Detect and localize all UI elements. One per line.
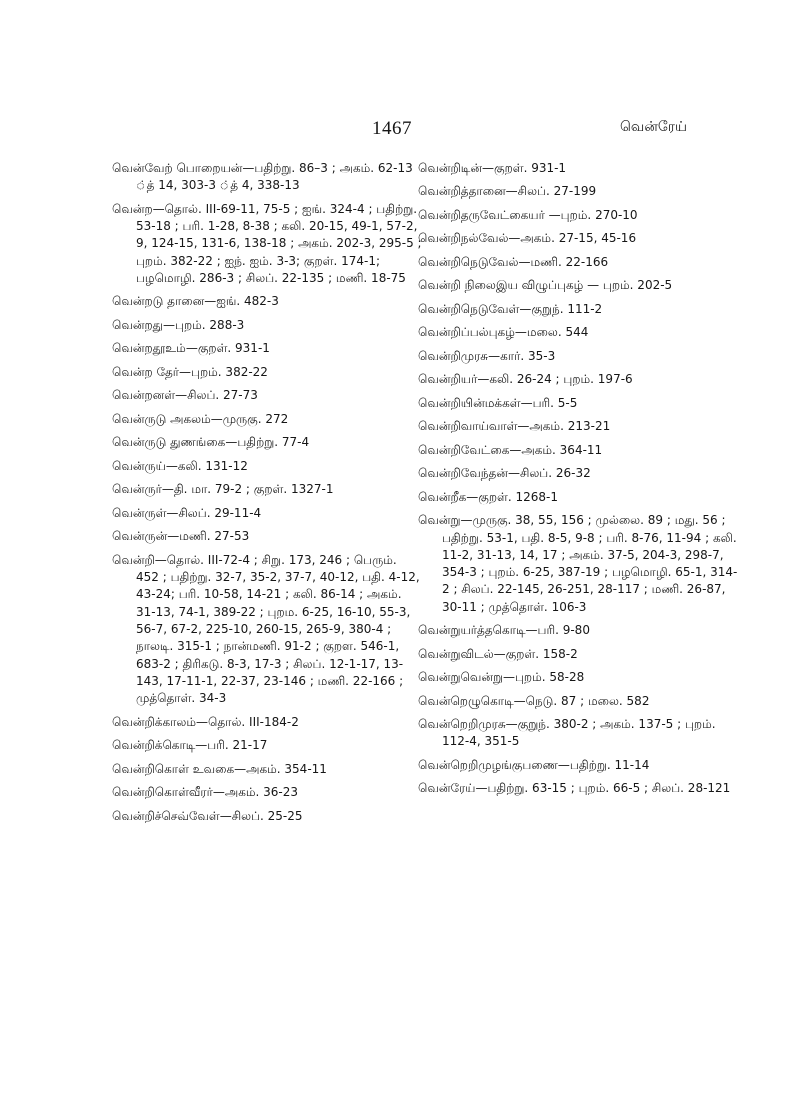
index-entry: வென்ற—தொல். III-69-11, 75-5 ; ஐங். 324-4 ; பதிற்று. 53-18 ; பரி. 1-28, 8-38 ; கலி. 20-15, 49-1, 57-2, 9, 124-15, 131-6, 138-18 ; அகம். 202-3, 295-5 ; புறம். 382-22 ; ஐந். ஐம். 3-3; குறள். 174-1; பழமொழி. 286-3 ; சிலப். 22-135 ; மணி. 18-75 [112,201,422,285]
index-entry: வென்றிடின்—குறள். 931-1 [418,161,567,175]
index-entry: வென்றீக—குறள். 1268-1 [418,489,558,504]
index-entry: வென்றிதருவேட்கையர் —புறம். 270-10 [418,207,638,222]
index-entry: வென்றெழுகொடி—நெடு. 87 ; மலை. 582 [418,693,650,708]
index-entry: வென்றிவாய்வாள்—அகம். 213-21 [418,419,611,434]
index-entry: வென்றெறிமுழங்குபணை—பதிற்று. 11-14 [418,757,650,772]
left-column [112,160,422,831]
index-entry: வென்ரேய்—பதிற்று. 63-15 ; புறம். 66-5 ; சிலப். 28-121 [418,781,731,796]
index-entry: வென்ருள்—சிலப். 29-11-4 [112,505,262,520]
right-column [418,160,740,804]
index-entry: வென்றுவிடல்—குறள். 158-2 [418,646,578,661]
index-entry: வென்றிச்செவ்வேள்—சிலப். 25-25 [112,808,303,823]
index-entry: வென்றிமுரசு—கார். 35-3 [418,348,556,363]
index-entry: வென்றிவேந்தன்—சிலப். 26-32 [418,466,591,481]
index-entry: வென்றியின்மக்கள்—பரி. 5-5 [418,395,578,410]
index-entry: வென்ருடு துணங்கை—பதிற்று. 77-4 [112,435,310,450]
index-entry: வென்றிக்காலம்—தொல். III-184-2 [112,714,299,729]
index-entry: வென்ருன்—மணி. 27-53 [112,529,250,544]
index-entry: வென்றிநெடுவேள்—குறுந். 111-2 [418,301,603,316]
index-entry: வென்றிநல்வேல்—அகம். 27-15, 45-16 [418,231,637,246]
index-entry: வென்றிகொள்வீரர்—அகம். 36-23 [112,785,299,800]
index-entry: வென்றி—தொல். III-72-4 ; சிறு. 173, 246 ; பெரும். 452 ; பதிற்று. 32-7, 35-2, 37-7, 40-12, பதி. 4-12, 43-24; பரி. 10-58, 14-21 ; கலி. 86-14 ; அகம். 31-13, 74-1, 389-22 ; புறம. 6-25, 16-10, 55-3, 56-7, 67-2, 225-10, 260-15, 265-9, 380-4 ; நாலடி. 315-1 ; நான்மணி. 91-2 ; குறள. 546-1, 683-2 ; திரிகடு. 8-3, 17-3 ; சிலப். 12-1-17, 13-143, 17-11-1, 22-37, 23-146 ; மணி. 22-166 ; முத்தொள். 34-3 [112,552,420,706]
index-entry: வென்வேற் பொறையன்—பதிற்று. 86–3 ; அகம். 62-13 ்த் 14, 303-3 ்த் 4, 338-13 [112,161,413,193]
index-entry: வென்று—முருகு. 38, 55, 156 ; முல்லை. 89 ; மது. 56 ; பதிற்று. 53-1, பதி. 8-5, 9-8 ; பரி. 8-76, 11-94 ; கலி. 11-2, 31-13, 14, 17 ; அகம். 37-5, 204-3, 298-7, 354-3 ; புறம். 6-25, 387-19 ; பழமொழி. 65-1, 314-2 ; சிலப். 22-145, 26-251, 28-117 ; மணி. 26-87, 30-11 ; முத்தொள். 106-3 [418,513,738,614]
index-entry: வென்றிப்பல்புகழ்—மலை. 544 [418,325,589,340]
index-entry: வென்ருர்—தி. மா. 79-2 ; குறள். 1327-1 [112,482,334,497]
index-entry: வென்றடு தானை—ஐங். 482-3 [112,294,279,309]
index-entry: வென்றெறிமுரசு—குறுந். 380-2 ; அகம். 137-5 ; புறம். 112-4, 351-5 [418,717,716,749]
page-number: 1467 [372,118,412,139]
index-entry: வென்றிகொள் உவகை—அகம். 354-11 [112,761,327,776]
index-entry: வென்றிக்கொடி—பரி. 21-17 [112,738,268,753]
index-entry: வென்றனள்—சிலப். 27-73 [112,388,258,403]
index-entry: வென்றிநெடுவேல்—மணி. 22-166 [418,254,609,269]
index-entry: வென்றுயர்த்தகொடி—பரி. 9-80 [418,623,590,638]
index-entry: வென்றி நிலைஇய விழுப்புகழ் — புறம். 202-5 [418,278,673,293]
index-entry: வென்ருடு அகலம்—முருகு. 272 [112,411,289,426]
index-entry: வென்றியர்—கலி. 26-24 ; புறம். 197-6 [418,372,633,387]
index-entry: வென்ருய்—கலி. 131-12 [112,458,248,473]
index-entry: வென்றது—புறம். 288-3 [112,317,245,332]
index-entry: வென்றித்தானை—சிலப். 27-199 [418,184,597,199]
index-entry: வென்றதூஉம்—குறள். 931-1 [112,341,270,356]
index-entry: வென்ற தேர்—புறம். 382-22 [112,364,268,379]
running-head: வென்ரேய் [620,119,688,135]
index-entry: வென்றிவேட்கை—அகம். 364-11 [418,442,603,457]
index-entry: வென்றுவென்று—புறம். 58-28 [418,670,585,685]
